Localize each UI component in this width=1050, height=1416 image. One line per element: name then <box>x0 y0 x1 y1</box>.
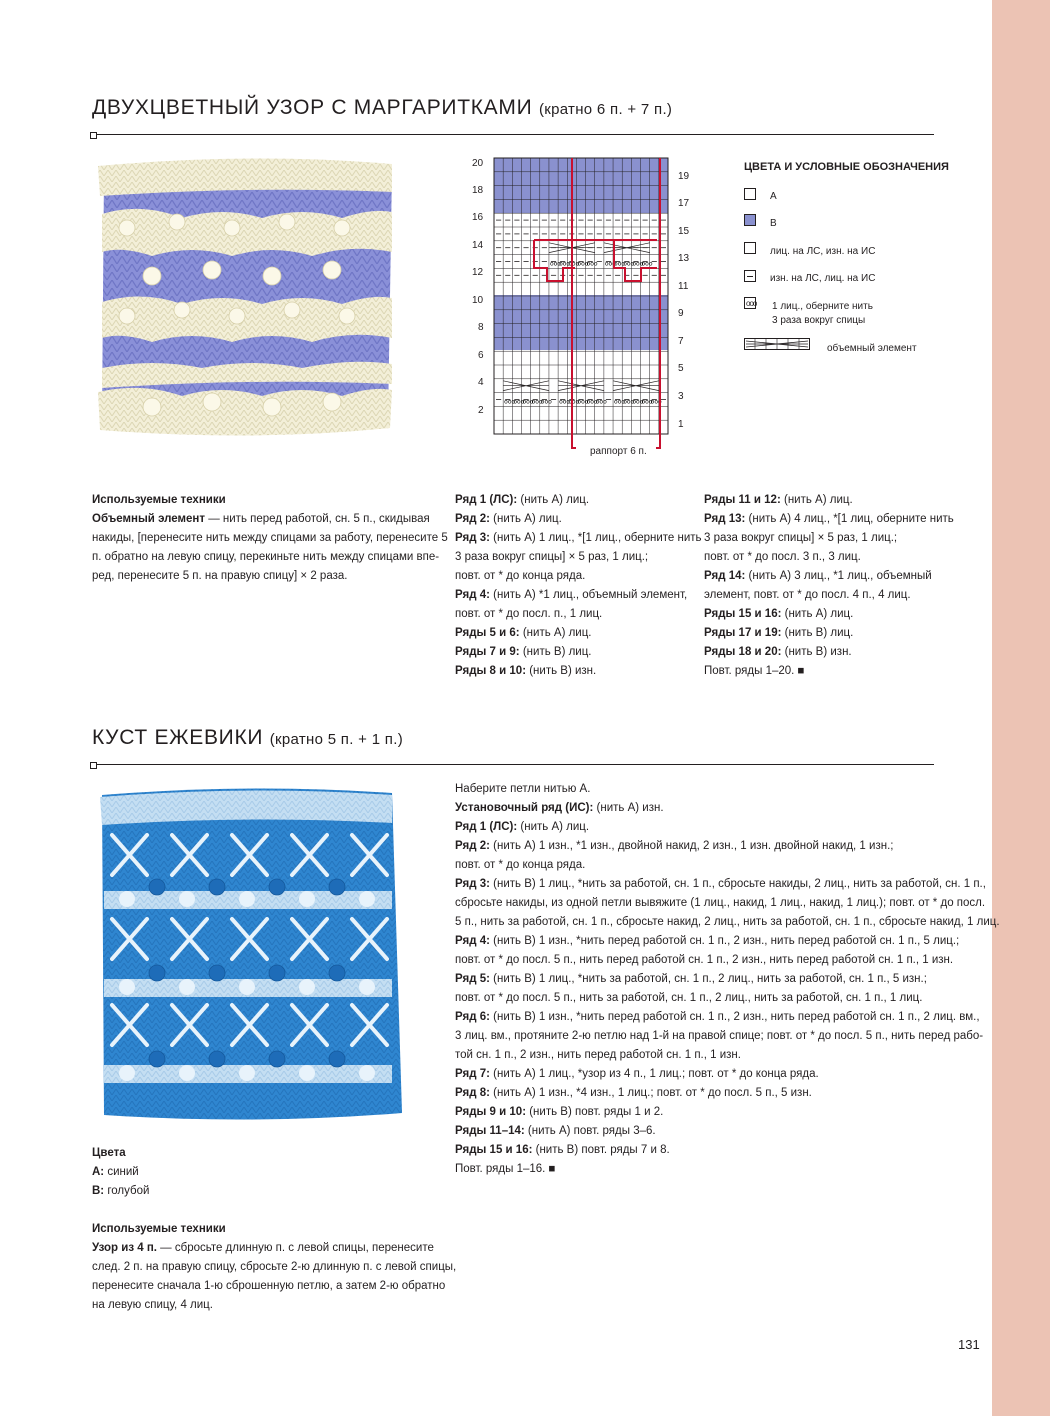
instruction-line: Ряд 2: (нить А) 1 изн., *1 изн., двойной накид, 2 изн., 1 изн. двойной накид, 1 изн.; <box>455 840 894 852</box>
instruction-line: Повт. ряды 1–16. ■ <box>455 1163 556 1175</box>
techniques-line: на левую спицу, 4 лиц. <box>92 1299 213 1311</box>
instruction-line: Ряды 15 и 16: (нить В) повт. ряды 7 и 8. <box>455 1144 670 1156</box>
chart-labels <box>462 156 702 461</box>
instruction-line: 3 раза вокруг спицы] × 5 раз, 1 лиц.; <box>455 551 649 563</box>
row-label: 2 <box>478 405 484 416</box>
instruction-line: Ряды 11 и 12: (нить А) лиц. <box>704 494 853 506</box>
row-label: 4 <box>478 377 484 388</box>
row-label: 7 <box>678 336 684 347</box>
wrap-mark: ooo <box>641 260 653 268</box>
instruction-line: 3 лиц. вм., протяните 2-ю петлю над 1-й на правой спице; повт. от * до посл. 5 п., нить перед рабо- <box>455 1030 984 1042</box>
color-b: В: голубой <box>92 1185 150 1197</box>
instruction-line: Ряд 4: (нить А) *1 лиц., объемный элемент, <box>455 589 688 601</box>
wrap-mark: ooo <box>513 398 525 406</box>
wrap-mark: ooo <box>650 398 662 406</box>
row-label: 16 <box>472 212 484 223</box>
wrap-mark: ooo <box>568 398 580 406</box>
instruction-line: Ряды 11–14: (нить А) повт. ряды 3–6. <box>455 1125 656 1137</box>
instruction-line: Ряд 1 (ЛС): (нить А) лиц. <box>455 494 590 506</box>
techniques-line: перенесите сначала 1-ю сброшенную петлю, а затем 2-ю обратно <box>92 1280 446 1292</box>
legend-label: изн. на ЛС, лиц. на ИС <box>770 273 876 284</box>
techniques-line: ред, перенесите 5 п. на правую спицу] × 2 раза. <box>92 570 348 582</box>
wrap-mark: ooo <box>549 260 561 268</box>
instruction-line: Ряд 14: (нить А) 3 лиц., *1 лиц., объемный <box>704 570 932 582</box>
instruction-line: Ряд 3: (нить В) 1 лиц., *нить за работой, сн. 1 п., сбросьте накиды, 2 лиц., нить за работой, сн. 1 п., <box>455 878 986 890</box>
row-label: 18 <box>472 185 484 196</box>
section1-techniques <box>92 491 448 586</box>
techniques-line: п. обратно на левую спицу, перекиньте нить между спицами впе- <box>92 551 440 563</box>
row-label: 6 <box>478 350 484 361</box>
wrap-mark: ooo <box>614 260 626 268</box>
instruction-line: Ряды 15 и 16: (нить А) лиц. <box>704 608 854 620</box>
instruction-line: повт. от * до посл. 5 п., нить перед работой сн. 1 п., 2 изн., нить перед работой сн. 1 п., 1 изн. <box>455 954 954 966</box>
section2-title-text: КУСТ ЕЖЕВИКИ <box>92 726 264 749</box>
color-a: А: синий <box>92 1166 139 1178</box>
section2-rule <box>96 764 934 765</box>
wrap-mark: ooo <box>522 398 534 406</box>
section1-subtitle: (кратно 6 п. + 7 п.) <box>538 101 673 118</box>
instruction-line: повт. от * до конца ряда. <box>455 859 586 871</box>
instruction-line: повт. от * до посл. 3 п., 3 лиц. <box>704 551 861 563</box>
row-label: 15 <box>678 226 690 237</box>
instruction-line: повт. от * до посл. 5 п., нить за работой, сн. 1 п., 2 лиц., нить за работой, сн. 1 п., 1 лиц. <box>455 992 923 1004</box>
instruction-line: повт. от * до посл. п., 1 лиц. <box>455 608 603 620</box>
row-label: 1 <box>678 419 684 430</box>
row-label: 8 <box>478 322 484 333</box>
techniques-heading: Используемые техники <box>92 1223 226 1235</box>
instruction-line: Ряды 18 и 20: (нить В) изн. <box>704 646 852 658</box>
wrap-mark: ooo <box>559 260 571 268</box>
legend-label: 1 лиц., оберните нить <box>772 301 873 312</box>
instruction-line: повт. от * до конца ряда. <box>455 570 586 582</box>
row-label: 17 <box>678 198 690 209</box>
section2-title <box>92 726 403 750</box>
techniques-line: накиды, [перенесите нить между спицами за работу, перенесите 5 <box>92 532 448 544</box>
instruction-line: Ряд 3: (нить А) 1 лиц., *[1 лиц., оберните нить <box>455 532 702 544</box>
instruction-line: сбросьте накиды, из одной петли вывяжите (1 лиц., накид, 1 лиц., накид, 1 лиц.); повт. от * до посл. <box>455 897 986 909</box>
section1-title <box>92 96 672 120</box>
row-label: 5 <box>678 363 684 374</box>
instruction-line: Ряд 4: (нить В) 1 изн., *нить перед работой сн. 1 п., 2 изн., нить перед работой сн. 1 п., 5 лиц.; <box>455 935 960 947</box>
row-label: 9 <box>678 308 684 319</box>
instruction-line: Ряд 1 (ЛС): (нить А) лиц. <box>455 821 590 833</box>
instruction-line: Ряды 7 и 9: (нить В) лиц. <box>455 646 592 658</box>
instruction-line: Ряд 8: (нить А) 1 изн., *4 изн., 1 лиц.; повт. от * до посл. 5 п., 5 изн. <box>455 1087 812 1099</box>
wrap-mark: ooo <box>641 398 653 406</box>
instruction-line: Ряд 7: (нить А) 1 лиц., *узор из 4 п., 1 лиц.; повт. от * до конца ряда. <box>455 1068 819 1080</box>
wrap-mark: ooo <box>586 398 598 406</box>
wrap-mark: ooo <box>632 398 644 406</box>
row-label: 12 <box>472 267 484 278</box>
wrap-mark: ooo <box>623 398 635 406</box>
swatch-photo-blackberry <box>92 783 422 1128</box>
section1-rows-col3 <box>704 491 954 681</box>
wrap-mark: ooo <box>540 398 552 406</box>
instruction-line: Повт. ряды 1–20. ■ <box>704 665 805 677</box>
instruction-line: 5 п., нить за работой, сн. 1 п., сбросьте накид, 2 лиц., нить за работой, сн. 1 п., сбросьте накид, 1 лиц. <box>455 916 1000 928</box>
wrap-mark: ooo <box>595 398 607 406</box>
legend-swatch-b <box>744 214 756 226</box>
instruction-line: Ряды 5 и 6: (нить А) лиц. <box>455 627 592 639</box>
legend-label: лиц. на ЛС, изн. на ИС <box>770 246 876 257</box>
legend-label: А <box>770 191 777 202</box>
section2-instructions <box>455 780 1000 1179</box>
repeat-label: раппорт 6 п. <box>590 446 647 457</box>
legend-label: объемный элемент <box>827 343 917 354</box>
techniques-line: Узор из 4 п. — сбросьте длинную п. с левой спицы, перенесите <box>92 1242 434 1254</box>
section1-title-text: ДВУХЦВЕТНЫЙ УЗОР С МАРГАРИТКАМИ <box>92 96 533 119</box>
instruction-line: Ряды 17 и 19: (нить В) лиц. <box>704 627 854 639</box>
legend-knit-icon <box>744 242 756 254</box>
section2-techniques <box>92 1220 456 1315</box>
legend-swatch-a <box>744 188 756 200</box>
page-number: 131 <box>958 1337 980 1352</box>
row-label: 11 <box>678 281 689 292</box>
section1-rows-col2 <box>455 491 702 681</box>
legend-purl-icon <box>744 270 756 282</box>
row-label: 10 <box>472 295 484 306</box>
instruction-line: Ряд 2: (нить А) лиц. <box>455 513 562 525</box>
wrap-mark: ooo <box>531 398 543 406</box>
wrap-mark: ooo <box>586 260 598 268</box>
row-label: 13 <box>678 253 690 264</box>
instruction-line: Наберите петли нитью А. <box>455 783 591 795</box>
row-label: 3 <box>678 391 684 402</box>
row-label: 14 <box>472 240 484 251</box>
row-label: 19 <box>678 171 690 182</box>
legend-label: 3 раза вокруг спицы <box>772 315 866 326</box>
instruction-line: той сн. 1 п., 2 изн., нить перед работой сн. 1 п., 1 изн. <box>455 1049 741 1061</box>
instruction-line: Ряд 13: (нить А) 4 лиц., *[1 лиц, оберните нить <box>704 513 954 525</box>
wrap-mark: ooo <box>632 260 644 268</box>
instruction-line: 3 раза вокруг спицы] × 5 раз, 1 лиц.; <box>704 532 898 544</box>
row-label: 20 <box>472 158 484 169</box>
instruction-line: Ряд 6: (нить В) 1 изн., *нить перед работой сн. 1 п., 2 изн., нить перед работой сн. 1 п., 2 лиц. вм., <box>455 1011 980 1023</box>
legend-label: В <box>770 218 777 229</box>
section2-subtitle: (кратно 5 п. + 1 п.) <box>269 731 403 748</box>
legend-title: ЦВЕТА И УСЛОВНЫЕ ОБОЗНАЧЕНИЯ <box>744 161 949 173</box>
wrap-mark: ooo <box>604 260 616 268</box>
legend-cluster-icon <box>744 338 810 350</box>
page-edge-band <box>992 0 1050 1416</box>
wrap-mark: ooo <box>623 260 635 268</box>
instruction-line: элемент, повт. от * до посл. 4 п., 4 лиц. <box>704 589 911 601</box>
instruction-line: Ряды 9 и 10: (нить В) повт. ряды 1 и 2. <box>455 1106 664 1118</box>
techniques-heading: Используемые техники <box>92 494 226 506</box>
colors-heading: Цвета <box>92 1147 126 1159</box>
wrap-mark: ooo <box>614 398 626 406</box>
instruction-line: Установочный ряд (ИС): (нить А) изн. <box>455 802 664 814</box>
techniques-line: Объемный элемент — нить перед работой, сн. 5 п., скидывая <box>92 513 430 525</box>
wrap-mark: ooo <box>568 260 580 268</box>
instruction-line: Ряд 5: (нить В) 1 лиц., *нить за работой, сн. 1 п., 2 лиц., нить за работой, сн. 1 п., 5 изн.; <box>455 973 927 985</box>
swatch-photo-daisy <box>92 152 422 444</box>
instruction-line: Ряды 8 и 10: (нить В) изн. <box>455 665 597 677</box>
section1-rule <box>96 134 934 135</box>
wrap-mark: ooo <box>559 398 571 406</box>
wrap-mark: ooo <box>504 398 516 406</box>
wrap-mark: ooo <box>577 260 589 268</box>
legend-wrap-icon: ooo <box>746 299 757 308</box>
section2-colors <box>92 1144 149 1201</box>
wrap-mark: ooo <box>577 398 589 406</box>
techniques-line: след. 2 п. на правую спицу, сбросьте 2-ю длинную п. с левой спицы, <box>92 1261 457 1273</box>
